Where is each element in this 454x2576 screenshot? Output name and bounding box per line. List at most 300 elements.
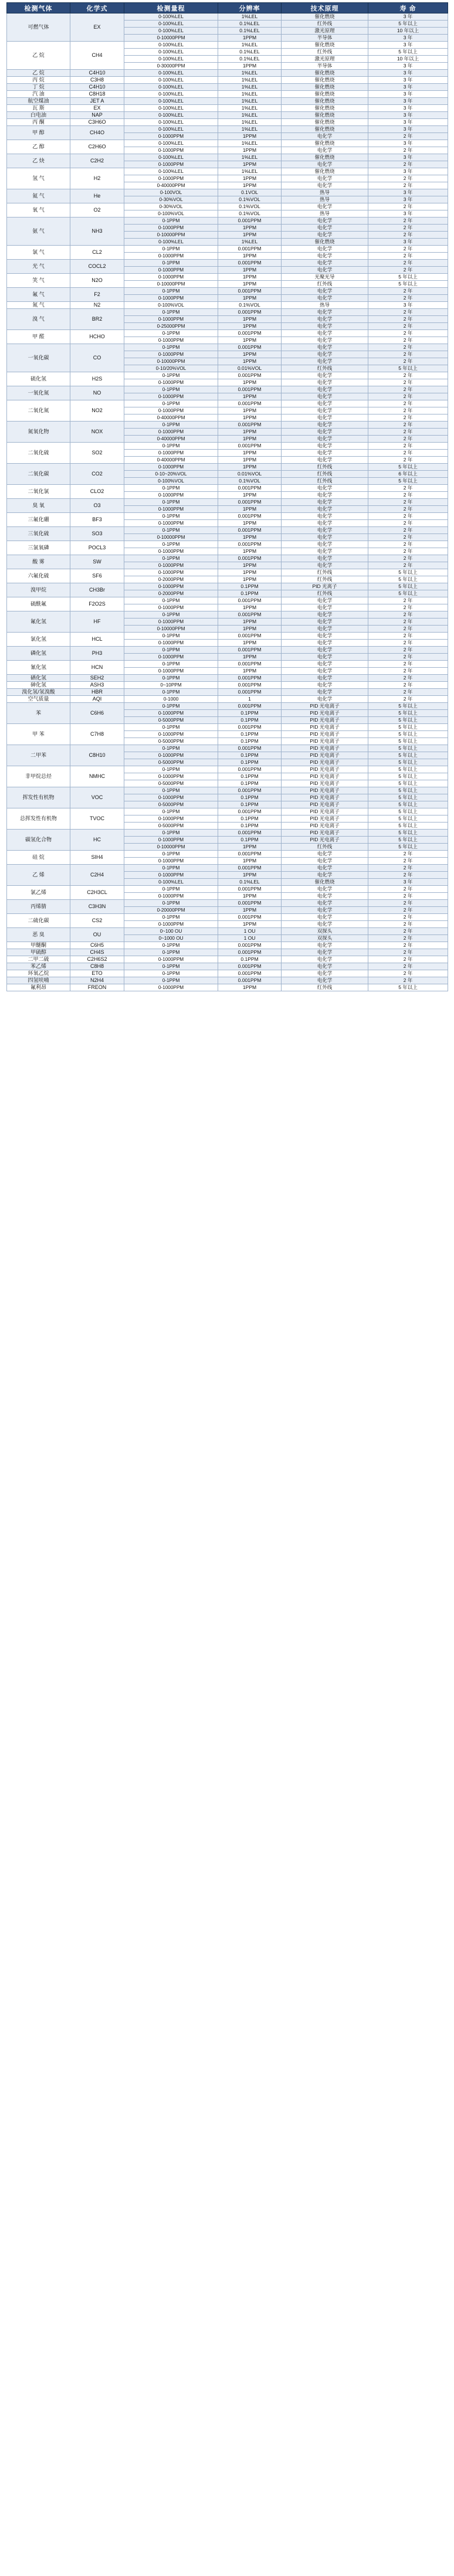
gas-name-cell: 丙 酮 [7, 119, 70, 126]
lifetime-cell: 5 年以上 [368, 569, 448, 576]
table-row [7, 84, 448, 91]
detection-range-cell: 0-1000PPM [124, 520, 218, 527]
technology-cell: PID 光电离子 [282, 752, 368, 759]
lifetime-cell: 2 年 [368, 358, 448, 365]
lifetime-cell: 2 年 [368, 921, 448, 928]
table-row [7, 246, 448, 253]
lifetime-cell: 3 年 [368, 189, 448, 196]
lifetime-cell: 5 年以上 [368, 738, 448, 745]
detection-range-cell: 0-1000PPM [124, 815, 218, 823]
technology-cell: 电化学 [282, 309, 368, 316]
detection-range-cell: 0-1PPM [124, 372, 218, 379]
detection-range-cell: 0-1000PPM [124, 984, 218, 991]
lifetime-cell: 2 年 [368, 555, 448, 562]
technology-cell: 红外线 [282, 21, 368, 28]
detection-range-cell: 0-1000PPM [124, 752, 218, 759]
detection-range-cell: 0-30%VOL [124, 196, 218, 203]
detection-range-cell: 0-10000PPM [124, 35, 218, 42]
detection-range-cell: 0-2000PPM [124, 576, 218, 583]
lifetime-cell: 2 年 [368, 865, 448, 872]
lifetime-cell: 2 年 [368, 393, 448, 400]
detection-range-cell: 0-1000PPM [124, 225, 218, 232]
table-row [7, 984, 448, 991]
technology-cell: PID 光电离子 [282, 724, 368, 731]
lifetime-cell: 2 年 [368, 633, 448, 640]
detection-range-cell: 0-1PPM [124, 597, 218, 604]
lifetime-cell: 5 年以上 [368, 724, 448, 731]
technology-cell: PID 光电离子 [282, 808, 368, 815]
detection-range-cell: 0-100%LEL [124, 42, 218, 49]
detection-range-cell: 0-100%LEL [124, 91, 218, 98]
table-row [7, 661, 448, 668]
lifetime-cell: 2 年 [368, 295, 448, 302]
technology-cell: 半导体 [282, 35, 368, 42]
lifetime-cell: 3 年 [368, 13, 448, 21]
technology-cell: 电化学 [282, 147, 368, 154]
gas-name-cell: 乙 烷 [7, 70, 70, 77]
lifetime-cell: 3 年 [368, 154, 448, 161]
resolution-cell: 0.001PPM [218, 597, 282, 604]
table-row [7, 830, 448, 837]
gas-name-cell: 氟利昂 [7, 984, 70, 991]
detection-range-cell: 0-1PPM [124, 422, 218, 429]
gas-formula-cell: SO3 [70, 527, 124, 541]
technology-cell: 电化学 [282, 851, 368, 858]
technology-cell: PID 光电离子 [282, 745, 368, 752]
table-row [7, 970, 448, 977]
technology-cell: 电化学 [282, 675, 368, 682]
resolution-cell: 0.1PPM [218, 731, 282, 738]
lifetime-cell: 5 年以上 [368, 365, 448, 372]
detection-range-cell: 0-1000PPM [124, 429, 218, 436]
resolution-cell: 1PPM [218, 393, 282, 400]
table-row [7, 260, 448, 267]
resolution-cell: 0.001PPM [218, 330, 282, 337]
technology-cell: 热导 [282, 302, 368, 309]
gas-name-cell: 臭 氧 [7, 499, 70, 513]
gas-name-cell: 三氧化硫 [7, 527, 70, 541]
technology-cell: 红外线 [282, 569, 368, 576]
table-row [7, 647, 448, 654]
lifetime-cell: 2 年 [368, 654, 448, 661]
resolution-cell: 0.01%VOL [218, 471, 282, 478]
gas-name-cell: 瓦 斯 [7, 105, 70, 112]
detection-range-cell: 0-1000PPM [124, 893, 218, 900]
detection-range-cell: 0-1000PPM [124, 464, 218, 471]
technology-cell: 双探头 [282, 935, 368, 942]
lifetime-cell: 2 年 [368, 562, 448, 569]
resolution-cell: 0.1%VOL [218, 196, 282, 203]
lifetime-cell: 3 年 [368, 70, 448, 77]
technology-cell: 催化燃烧 [282, 70, 368, 77]
detection-range-cell: 0-1PPM [124, 647, 218, 654]
technology-cell: 电化学 [282, 372, 368, 379]
gas-name-cell: 溴化氢/氢溴酸 [7, 689, 70, 696]
gas-name-cell: 总挥发性有机物 [7, 808, 70, 830]
technology-cell: 电化学 [282, 921, 368, 928]
technology-cell: 电化学 [282, 295, 368, 302]
lifetime-cell: 5 年以上 [368, 274, 448, 281]
detection-range-cell: 0-1000PPM [124, 133, 218, 140]
table-row [7, 13, 448, 21]
gas-name-cell: 笑 气 [7, 274, 70, 288]
resolution-cell: 0.1PPM [218, 815, 282, 823]
lifetime-cell: 3 年 [368, 91, 448, 98]
lifetime-cell: 5 年以上 [368, 576, 448, 583]
lifetime-cell: 3 年 [368, 879, 448, 886]
technology-cell: 红外线 [282, 590, 368, 597]
detection-range-cell: 0-1PPM [124, 309, 218, 316]
detection-range-cell: 0-1PPM [124, 689, 218, 696]
table-row [7, 942, 448, 949]
technology-cell: 催化燃烧 [282, 42, 368, 49]
table-row [7, 963, 448, 970]
detection-range-cell: 0-100%LEL [124, 239, 218, 246]
detection-range-cell: 0-1000PPM [124, 668, 218, 675]
detection-range-cell: 0-1PPM [124, 499, 218, 506]
technology-cell: 电化学 [282, 949, 368, 956]
technology-cell: PID 光电离子 [282, 710, 368, 717]
detection-range-cell: 0-1000PPM [124, 253, 218, 260]
gas-formula-cell: COCL2 [70, 260, 124, 274]
technology-cell: 催化燃烧 [282, 154, 368, 161]
detection-range-cell: 0-100%VOL [124, 210, 218, 218]
technology-cell: PID 光电离子 [282, 717, 368, 724]
lifetime-cell: 5 年以上 [368, 801, 448, 808]
technology-cell: 电化学 [282, 520, 368, 527]
lifetime-cell: 3 年 [368, 77, 448, 84]
lifetime-cell: 2 年 [368, 604, 448, 611]
technology-cell: 电化学 [282, 393, 368, 400]
lifetime-cell: 2 年 [368, 400, 448, 407]
technology-cell: PID 光电离子 [282, 794, 368, 801]
resolution-cell: 1%LEL [218, 239, 282, 246]
gas-name-cell: 四氢呋喃 [7, 977, 70, 984]
table-row [7, 218, 448, 225]
lifetime-cell: 3 年 [368, 140, 448, 147]
gas-name-cell: 氰化氢 [7, 661, 70, 675]
detection-range-cell: 0-1PPM [124, 661, 218, 668]
lifetime-cell: 3 年 [368, 126, 448, 133]
table-row [7, 569, 448, 576]
gas-name-cell: 三氟化硼 [7, 513, 70, 527]
resolution-cell: 1PPM [218, 520, 282, 527]
resolution-cell: 0.001PPM [218, 851, 282, 858]
technology-cell: PID 光电离子 [282, 773, 368, 780]
technology-cell: 催化燃烧 [282, 140, 368, 147]
lifetime-cell: 3 年 [368, 210, 448, 218]
gas-formula-cell: CH3Br [70, 583, 124, 597]
gas-name-cell: 乙 炔 [7, 154, 70, 168]
gas-name-cell: 二甲苯 [7, 745, 70, 766]
table-row [7, 787, 448, 794]
detection-range-cell: 0-1PPM [124, 942, 218, 949]
technology-cell: 光聚光导 [282, 274, 368, 281]
lifetime-cell: 2 年 [368, 147, 448, 154]
resolution-cell: 0.001PPM [218, 886, 282, 893]
lifetime-cell: 2 年 [368, 886, 448, 893]
gas-formula-cell: CO [70, 344, 124, 372]
lifetime-cell: 2 年 [368, 436, 448, 443]
resolution-cell: 1%LEL [218, 168, 282, 175]
lifetime-cell: 3 年 [368, 98, 448, 105]
lifetime-cell: 2 年 [368, 175, 448, 182]
detection-range-cell: 0-100%LEL [124, 168, 218, 175]
detection-range-cell: 0-100%LEL [124, 126, 218, 133]
resolution-cell: 0.001PPM [218, 541, 282, 548]
lifetime-cell: 2 年 [368, 851, 448, 858]
gas-name-cell: 甲 醇 [7, 126, 70, 140]
table-row [7, 611, 448, 618]
table-row [7, 851, 448, 858]
technology-cell: 催化燃烧 [282, 126, 368, 133]
detection-range-cell: 0-1000PPM [124, 267, 218, 274]
table-row [7, 689, 448, 696]
lifetime-cell: 5 年以上 [368, 766, 448, 773]
resolution-cell: 0.001PPM [218, 309, 282, 316]
table-row [7, 696, 448, 703]
detection-range-cell: 0-100%LEL [124, 77, 218, 84]
header-range: 检测量程 [124, 3, 218, 13]
technology-cell: 电化学 [282, 429, 368, 436]
resolution-cell: 1PPM [218, 569, 282, 576]
lifetime-cell: 3 年 [368, 168, 448, 175]
lifetime-cell: 2 年 [368, 858, 448, 865]
technology-cell: 电化学 [282, 506, 368, 513]
detection-range-cell: 0-1000PPM [124, 295, 218, 302]
resolution-cell: 0.001PPM [218, 246, 282, 253]
lifetime-cell: 2 年 [368, 386, 448, 393]
lifetime-cell: 2 年 [368, 506, 448, 513]
gas-name-cell: 汽 油 [7, 91, 70, 98]
technology-cell: PID 光离子 [282, 583, 368, 590]
gas-formula-cell: NMHC [70, 766, 124, 787]
resolution-cell: 1PPM [218, 35, 282, 42]
table-row [7, 203, 448, 210]
technology-cell: 电化学 [282, 323, 368, 330]
lifetime-cell: 2 年 [368, 696, 448, 703]
table-row [7, 91, 448, 98]
header-gas: 检测气体 [7, 3, 70, 13]
lifetime-cell: 2 年 [368, 513, 448, 520]
technology-cell: 电化学 [282, 330, 368, 337]
lifetime-cell: 2 年 [368, 527, 448, 534]
lifetime-cell: 2 年 [368, 288, 448, 295]
resolution-cell: 0.001PPM [218, 372, 282, 379]
technology-cell: 激光原理 [282, 28, 368, 35]
lifetime-cell: 2 年 [368, 323, 448, 330]
lifetime-cell: 2 年 [368, 935, 448, 942]
technology-cell: 电化学 [282, 548, 368, 555]
resolution-cell: 1PPM [218, 267, 282, 274]
gas-formula-cell: O3 [70, 499, 124, 513]
lifetime-cell: 2 年 [368, 133, 448, 140]
gas-formula-cell: C3H6O [70, 119, 124, 126]
gas-name-cell: 环氧乙烷 [7, 970, 70, 977]
technology-cell: 电化学 [282, 225, 368, 232]
resolution-cell: 0.001PPM [218, 647, 282, 654]
lifetime-cell: 5 年以上 [368, 780, 448, 787]
detection-range-cell: 0-100VOL [124, 189, 218, 196]
technology-cell: 电化学 [282, 865, 368, 872]
detection-range-cell: 0-10000PPM [124, 626, 218, 633]
resolution-cell: 1PPM [218, 147, 282, 154]
resolution-cell: 1PPM [218, 225, 282, 232]
gas-formula-cell: OU [70, 928, 124, 942]
detection-range-cell: 0-100%VOL [124, 302, 218, 309]
lifetime-cell: 2 年 [368, 203, 448, 210]
lifetime-cell: 2 年 [368, 232, 448, 239]
gas-formula-cell: TVOC [70, 808, 124, 830]
table-row [7, 766, 448, 773]
header-life: 寿 命 [368, 3, 448, 13]
resolution-cell: 1%LEL [218, 42, 282, 49]
lifetime-cell: 2 年 [368, 689, 448, 696]
table-row [7, 485, 448, 492]
detection-range-cell: 0-2000PPM [124, 590, 218, 597]
lifetime-cell: 3 年 [368, 196, 448, 203]
resolution-cell: 1PPM [218, 907, 282, 914]
table-row [7, 302, 448, 309]
detection-range-cell: 0-5000PPM [124, 823, 218, 830]
resolution-cell: 0.001PPM [218, 865, 282, 872]
technology-cell: 电化学 [282, 654, 368, 661]
technology-cell: 电化学 [282, 316, 368, 323]
resolution-cell: 0.001PPM [218, 633, 282, 640]
resolution-cell: 1 OU [218, 928, 282, 935]
resolution-cell: 0.1PPM [218, 583, 282, 590]
resolution-cell: 1 OU [218, 935, 282, 942]
gas-name-cell: 溴 气 [7, 309, 70, 330]
gas-formula-cell: SIH4 [70, 851, 124, 865]
gas-formula-cell: C6H6 [70, 703, 124, 724]
technology-cell: 电化学 [282, 386, 368, 393]
lifetime-cell: 5 年以上 [368, 710, 448, 717]
detection-range-cell: 0-1000PPM [124, 506, 218, 513]
technology-cell: 电化学 [282, 358, 368, 365]
gas-name-cell: 航空煤油 [7, 98, 70, 105]
gas-formula-cell: N2O [70, 274, 124, 288]
table-row [7, 499, 448, 506]
resolution-cell: 0.1PPM [218, 717, 282, 724]
detection-range-cell: 0-1PPM [124, 344, 218, 351]
lifetime-cell: 2 年 [368, 928, 448, 935]
lifetime-cell: 2 年 [368, 872, 448, 879]
gas-formula-cell: CH4S [70, 949, 124, 956]
gas-formula-cell: C2H2 [70, 154, 124, 168]
table-row [7, 309, 448, 316]
lifetime-cell: 2 年 [368, 407, 448, 414]
resolution-cell: 1PPM [218, 281, 282, 288]
table-row [7, 541, 448, 548]
resolution-cell: 0.001PPM [218, 344, 282, 351]
gas-name-cell: 硅 烷 [7, 851, 70, 865]
technology-cell: 电化学 [282, 527, 368, 534]
detection-range-cell: 0-1PPM [124, 675, 218, 682]
lifetime-cell: 2 年 [368, 225, 448, 232]
table-row [7, 886, 448, 893]
resolution-cell: 1PPM [218, 534, 282, 541]
lifetime-cell: 2 年 [368, 647, 448, 654]
resolution-cell: 1%LEL [218, 119, 282, 126]
detection-range-cell: 0-1000PPM [124, 872, 218, 879]
resolution-cell: 1%LEL [218, 105, 282, 112]
lifetime-cell: 2 年 [368, 970, 448, 977]
resolution-cell: 0.001PPM [218, 745, 282, 752]
resolution-cell: 0.001PPM [218, 611, 282, 618]
resolution-cell: 0.001PPM [218, 485, 282, 492]
gas-name-cell: 可燃气体 [7, 13, 70, 42]
lifetime-cell: 2 年 [368, 668, 448, 675]
gas-name-cell: 甲硫醇 [7, 949, 70, 956]
detection-range-cell: 0-1PPM [124, 288, 218, 295]
gas-formula-cell: AQI [70, 696, 124, 703]
detection-range-cell: 0-100%LEL [124, 56, 218, 63]
gas-name-cell: 二氧化氮 [7, 400, 70, 422]
lifetime-cell: 2 年 [368, 949, 448, 956]
technology-cell: 催化燃烧 [282, 168, 368, 175]
detection-range-cell: 0-100%LEL [124, 154, 218, 161]
gas-name-cell: 甲 醛 [7, 330, 70, 344]
detection-range-cell: 0-1PPM [124, 555, 218, 562]
technology-cell: 电化学 [282, 611, 368, 618]
gas-formula-cell: O2 [70, 203, 124, 218]
resolution-cell: 1PPM [218, 654, 282, 661]
technology-cell: 电化学 [282, 647, 368, 654]
gas-formula-cell: NAP [70, 112, 124, 119]
technology-cell: 电化学 [282, 604, 368, 611]
detection-range-cell: 0-100%LEL [124, 21, 218, 28]
lifetime-cell: 5 年以上 [368, 703, 448, 710]
resolution-cell: 1PPM [218, 351, 282, 358]
technology-cell: 热导 [282, 196, 368, 203]
table-row [7, 745, 448, 752]
resolution-cell: 1PPM [218, 640, 282, 647]
detection-range-cell: 0-100%LEL [124, 49, 218, 56]
resolution-cell: 0.001PPM [218, 218, 282, 225]
resolution-cell: 1%LEL [218, 84, 282, 91]
gas-name-cell: 二氧化氯 [7, 485, 70, 499]
resolution-cell: 1PPM [218, 133, 282, 140]
detection-range-cell: 0-1PPM [124, 330, 218, 337]
table-row [7, 330, 448, 337]
gas-formula-cell: C8H10 [70, 745, 124, 766]
resolution-cell: 0.001PPM [218, 288, 282, 295]
detection-range-cell: 0-1PPM [124, 865, 218, 872]
detection-range-cell: 0-1000PPM [124, 337, 218, 344]
technology-cell: 电化学 [282, 661, 368, 668]
resolution-cell: 0.001PPM [218, 422, 282, 429]
technology-cell: 电化学 [282, 260, 368, 267]
technology-cell: 电化学 [282, 970, 368, 977]
table-row [7, 900, 448, 907]
resolution-cell: 1PPM [218, 548, 282, 555]
detection-range-cell: 0-1000PPM [124, 569, 218, 576]
detection-range-cell: 0-1000PPM [124, 710, 218, 717]
resolution-cell: 0.1PPM [218, 837, 282, 844]
resolution-cell: 0.001PPM [218, 942, 282, 949]
lifetime-cell: 5 年以上 [368, 794, 448, 801]
technology-cell: 催化燃烧 [282, 879, 368, 886]
resolution-cell: 0.001PPM [218, 977, 282, 984]
lifetime-cell: 2 年 [368, 907, 448, 914]
gas-formula-cell: F2O2S [70, 597, 124, 611]
technology-cell: 红外线 [282, 464, 368, 471]
gas-name-cell: 丙 烷 [7, 77, 70, 84]
gas-name-cell: 氯 气 [7, 246, 70, 260]
gas-name-cell: 碳氢化合物 [7, 830, 70, 851]
table-row [7, 372, 448, 379]
